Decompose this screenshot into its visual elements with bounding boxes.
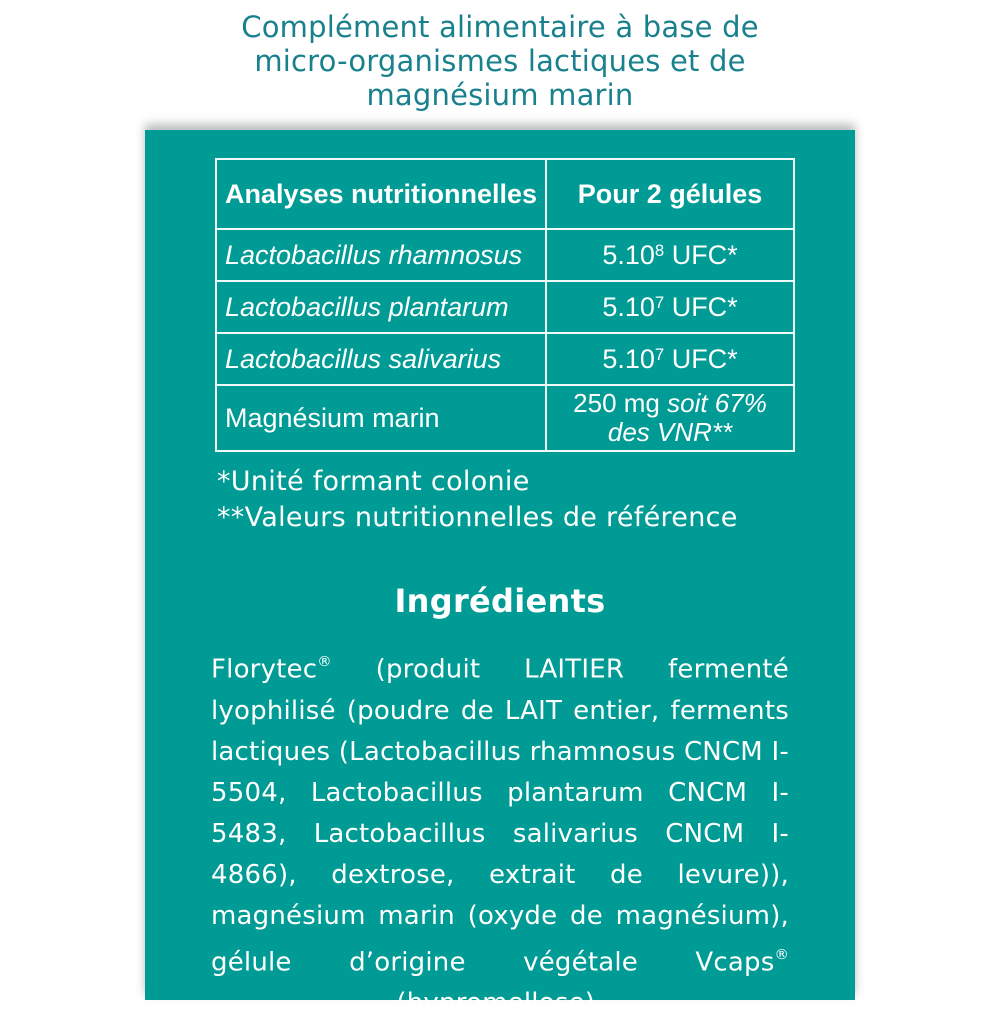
value-base: 5.10 xyxy=(602,292,655,322)
registered-trademark-icon: ® xyxy=(774,946,789,963)
subtitle-line-1: Complément alimentaire à base de xyxy=(241,10,759,44)
product-subtitle xyxy=(0,10,1000,112)
ingredients-text-1: Florytec xyxy=(211,654,318,685)
table-row xyxy=(216,229,794,281)
subtitle-line-3: magnésium marin xyxy=(366,78,634,112)
table-header-per-dose: Pour 2 gélules xyxy=(546,159,794,229)
subtitle-line-2: micro-organismes lactiques et de xyxy=(254,44,746,78)
row-value-salivarius xyxy=(546,333,794,385)
value-unit: UFC* xyxy=(664,240,738,270)
value-unit: UFC* xyxy=(664,344,738,374)
table-header-analyses: Analyses nutritionnelles xyxy=(216,159,546,229)
nutrition-table xyxy=(215,158,795,452)
ingredients-text-3: (hypromellose). xyxy=(396,988,604,1019)
table-header-row xyxy=(216,159,794,229)
value-exponent: 8 xyxy=(654,240,665,260)
footnote-ufc: *Unité formant colonie xyxy=(217,466,530,497)
ingredients-heading: Ingrédients xyxy=(394,582,606,620)
row-name-magnesium: Magnésium marin xyxy=(216,385,546,451)
registered-trademark-icon: ® xyxy=(317,653,332,670)
ingredients-text-2: (produit LAITIER fermenté lyophilisé (poudre de LAIT entier, ferments lactiques (Lactobacillus rhamnosus CNCM I-5504, Lactobacillus plantarum CNCM I-5483, Lactobacillus salivarius CNCM I-4866), dextrose, extrait de levure)), magnésium marin (oxyde de magnésium), gélule d’origine végétale Vcaps xyxy=(211,654,789,978)
footnotes xyxy=(217,464,855,536)
value-base: 5.10 xyxy=(602,344,655,374)
value-exponent: 7 xyxy=(654,292,665,312)
table-row xyxy=(216,281,794,333)
row-name-plantarum: Lactobacillus plantarum xyxy=(216,281,546,333)
value-base: 5.10 xyxy=(602,240,655,270)
row-value-magnesium xyxy=(546,385,794,451)
label-panel xyxy=(145,130,855,1019)
row-value-plantarum xyxy=(546,281,794,333)
footnote-vnr: **Valeurs nutritionnelles de référence xyxy=(217,502,738,533)
row-name-salivarius: Lactobacillus salivarius xyxy=(216,333,546,385)
value-vnr-note: soit 67% des VNR** xyxy=(607,388,767,447)
ingredients-paragraph xyxy=(211,644,789,1024)
table-row xyxy=(216,333,794,385)
value-base: 250 mg xyxy=(573,388,668,418)
table-row xyxy=(216,385,794,451)
value-unit: UFC* xyxy=(664,292,738,322)
row-value-rhamnosus xyxy=(546,229,794,281)
value-exponent: 7 xyxy=(654,344,665,364)
row-name-rhamnosus: Lactobacillus rhamnosus xyxy=(216,229,546,281)
